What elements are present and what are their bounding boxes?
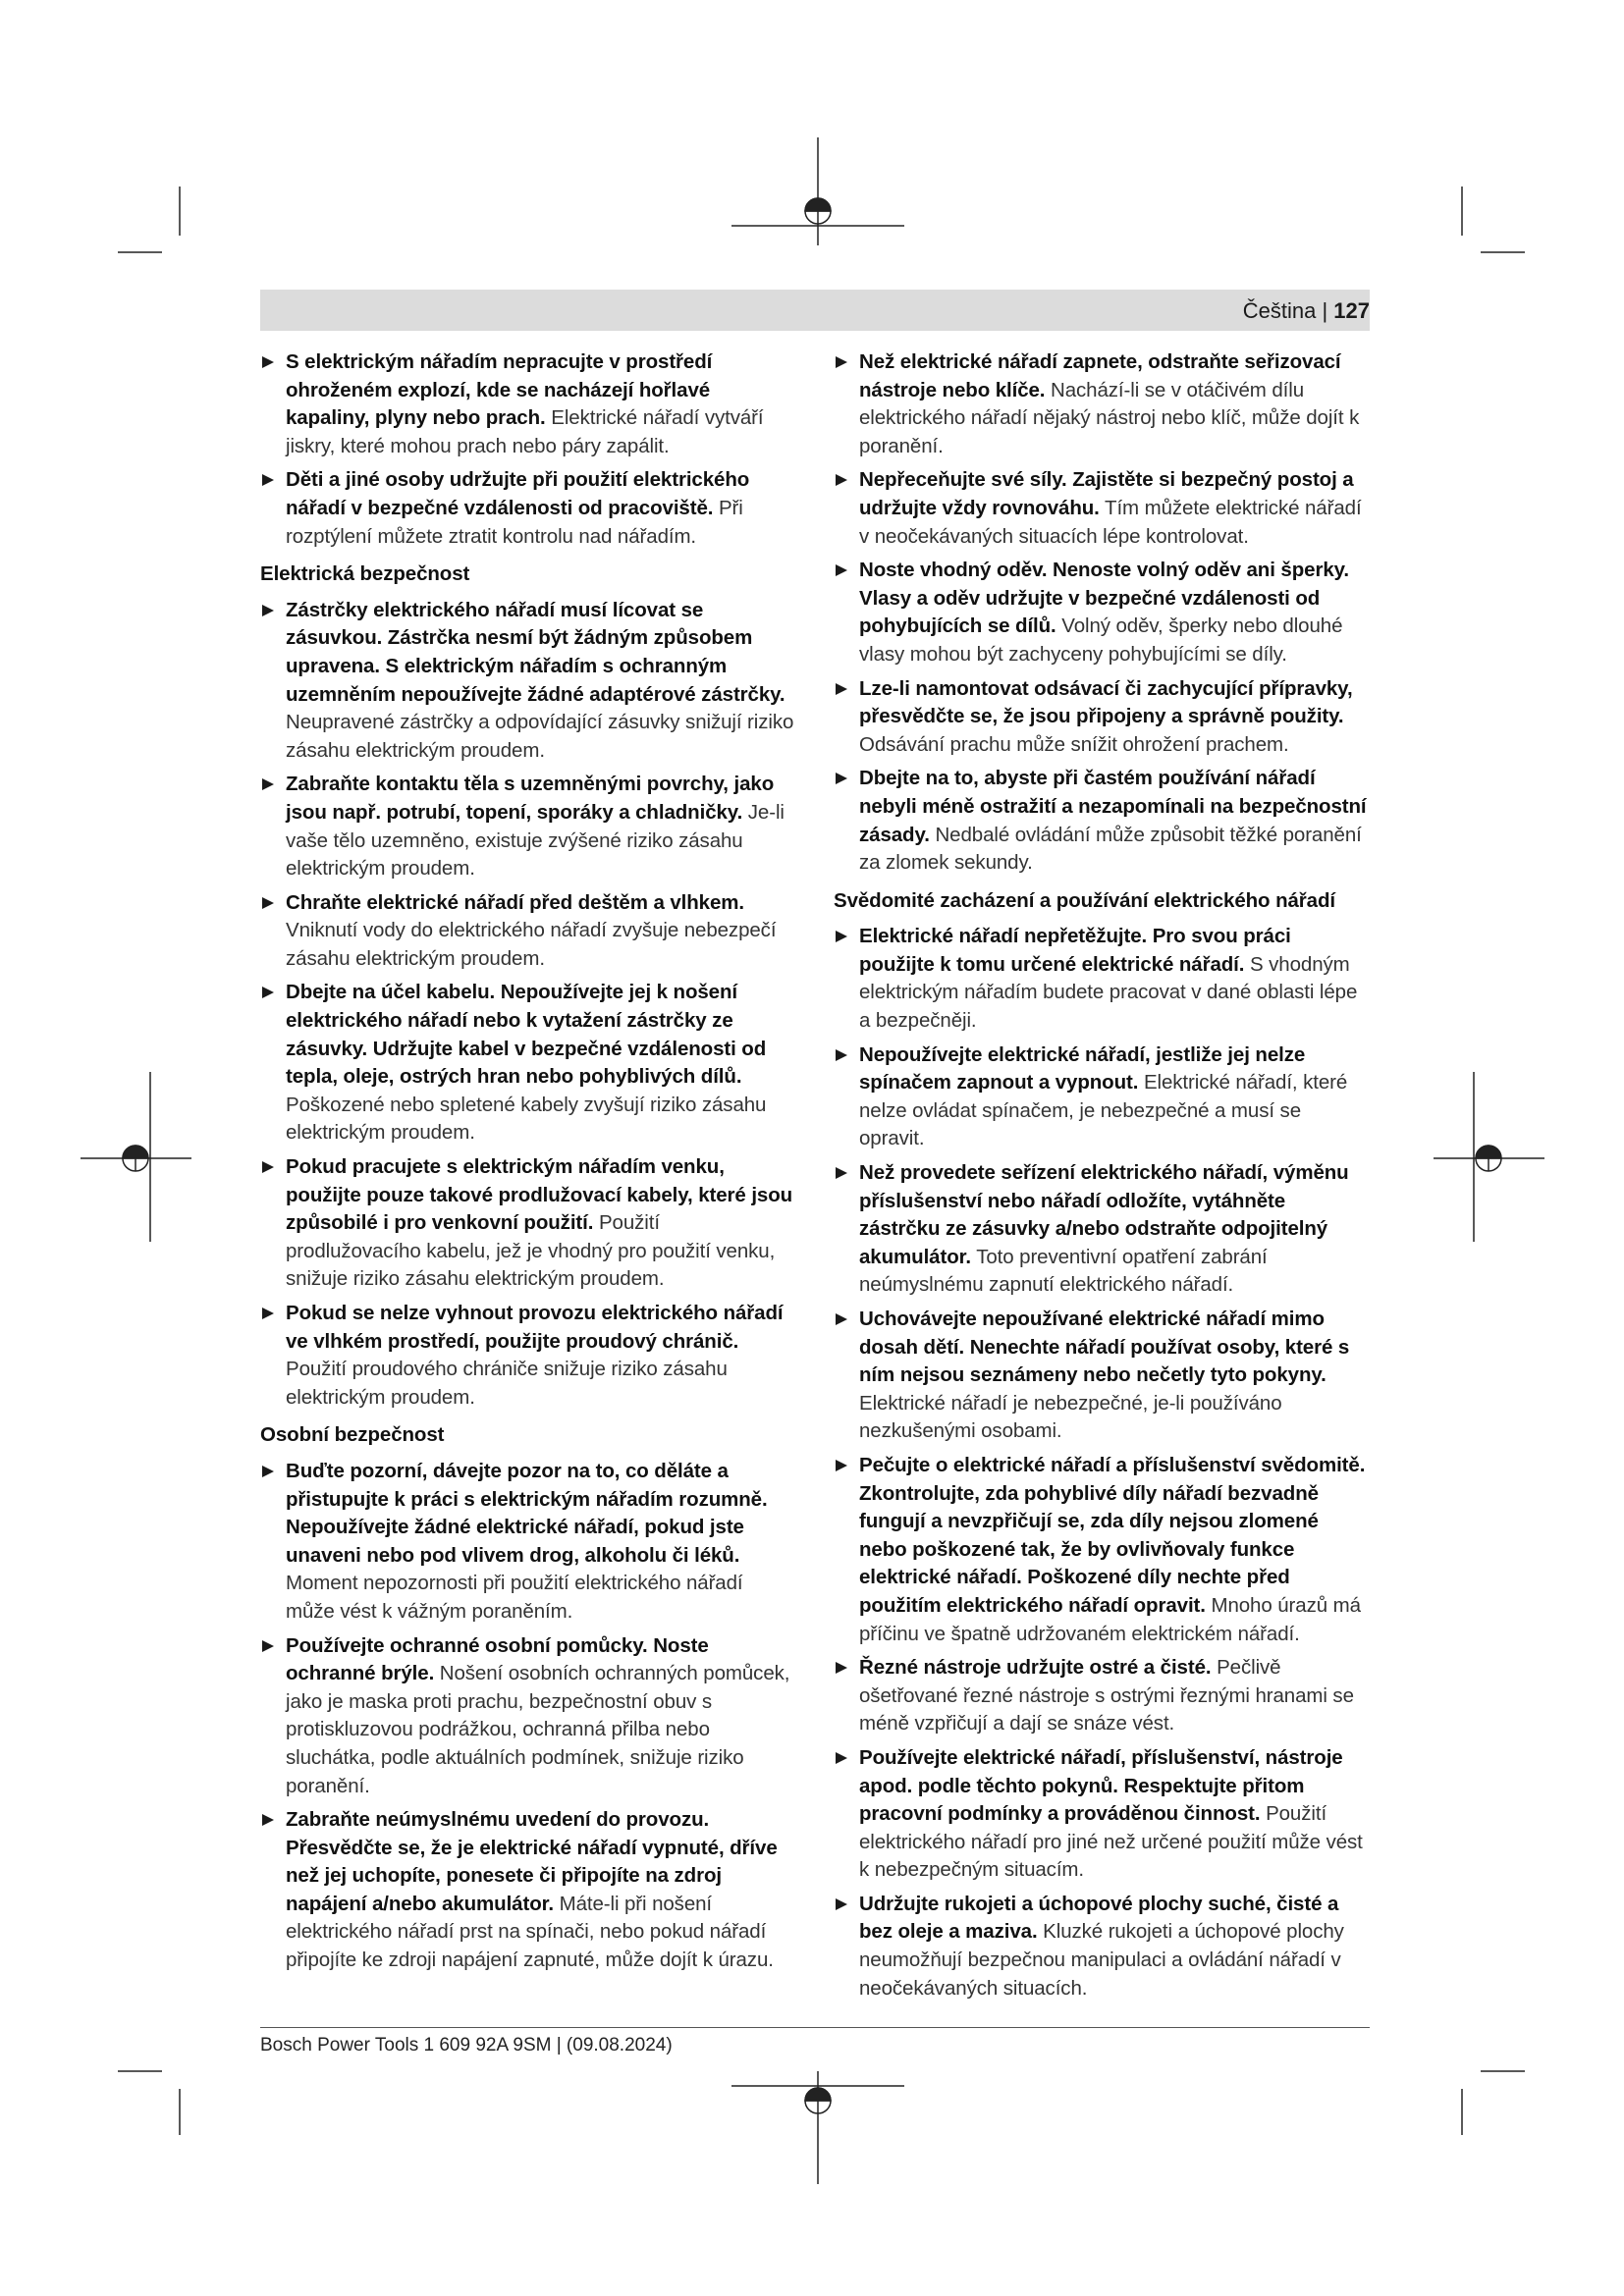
item-instruction: Dbejte na účel kabelu. Nepoužívejte jej k nošení elektrického nářadí nebo k vytažení zástrčky ze zásuvky. Udržujte kabel v bezpečné vzdálenosti od tepla, oleje, ostrých hran nebo pohyblivých dílů. bbox=[286, 981, 767, 1089]
left-list-c bbox=[260, 1458, 794, 1975]
item-instruction: Používejte ochranné osobní pomůcky. Noste ochranné brýle. bbox=[286, 1633, 709, 1685]
list-item bbox=[834, 923, 1368, 1035]
item-instruction: Buďte pozorní, dávejte pozor na to, co děláte a přistupujte k práci s elektrickým nářadím rozumně. Nepoužívejte žádné elektrické nářadí, pokud jste unaveni nebo pod vlivem drog, alkoholu či léků. bbox=[286, 1459, 768, 1567]
item-explanation: Neupravené zástrčky a odpovídající zásuvky snižují riziko zásahu elektrickým proudem. bbox=[286, 711, 794, 762]
section-heading-electrical-safety: Elektrická bezpečnost bbox=[260, 562, 470, 586]
bullet-arrow-icon bbox=[836, 564, 847, 576]
list-item bbox=[260, 1300, 794, 1412]
item-explanation: Vniknutí vody do elektrického nářadí zvyšuje nebezpečí zásahu elektrickým proudem. bbox=[286, 919, 777, 970]
item-explanation: Použití proudového chrániče snižuje riziko zásahu elektrickým proudem. bbox=[286, 1358, 728, 1409]
list-item bbox=[260, 1153, 794, 1294]
registration-mark-top bbox=[731, 137, 904, 245]
bullet-arrow-icon bbox=[262, 897, 274, 909]
list-item bbox=[834, 1891, 1368, 2002]
item-instruction: Nepřeceňujte své síly. Zajistěte si bezpečný postoj a udržujte vždy rovnováhu. bbox=[859, 468, 1354, 519]
item-explanation: Poškozené nebo spletené kabely zvyšují riziko zásahu elektrickým proudem. bbox=[286, 1093, 767, 1145]
item-explanation: Odsávání prachu může snížit ohrožení prachem. bbox=[859, 732, 1289, 756]
bullet-arrow-icon bbox=[262, 1466, 274, 1477]
bullet-arrow-icon bbox=[836, 1898, 847, 1910]
item-instruction: Řezné nástroje udržujte ostré a čisté. bbox=[859, 1656, 1212, 1680]
item-explanation: Toto preventivní opatření zabrání neúmyslnému zapnutí elektrického nářadí. bbox=[859, 1245, 1268, 1297]
item-instruction: Zabraňte kontaktu těla s uzemněnými povrchy, jako jsou např. potrubí, topení, sporáky a chladničky. bbox=[286, 773, 775, 824]
item-instruction: Chraňte elektrické nářadí před deštěm a vlhkem. bbox=[286, 890, 745, 914]
item-instruction: S elektrickým nářadím nepracujte v prostředí ohroženém explozí, kde se nacházejí hořlavé kapaliny, plyny nebo prach. bbox=[286, 350, 713, 430]
list-item bbox=[834, 466, 1368, 551]
item-instruction: Zástrčky elektrického nářadí musí lícovat se zásuvkou. Zástrčka nesmí být žádným způsobem upravena. S elektrickým nářadím s ochranným uzemněním nepoužívejte žádné adaptérové zástrčky. bbox=[286, 598, 785, 706]
item-explanation: Nedbalé ovládání může způsobit těžké poranění za zlomek sekundy. bbox=[859, 823, 1362, 875]
list-item bbox=[260, 348, 794, 460]
list-item bbox=[260, 597, 794, 766]
bullet-arrow-icon bbox=[262, 778, 274, 790]
bullet-arrow-icon bbox=[262, 1161, 274, 1173]
item-explanation: Kluzké rukojeti a úchopové plochy neumožňují bezpečnou manipulaci a ovládání nářadí v neočekávaných situacích. bbox=[859, 1920, 1344, 2000]
item-explanation: Máte-li při nošení elektrického nářadí prst na spínači, nebo pokud nářadí připojíte ke zdroji napájení zapnuté, může dojít k úrazu. bbox=[286, 1892, 774, 1972]
item-explanation: Pečlivě ošetřované řezné nástroje s ostrými řeznými hranami se méně vzpřičují a dají se snáze vést. bbox=[859, 1656, 1354, 1735]
item-instruction: Než provedete seřízení elektrického nářadí, výměnu příslušenství nebo nářadí odložíte, vytáhněte zástrčku ze zásuvky a/nebo odstraňte odpojitelný akumulátor. bbox=[859, 1161, 1349, 1268]
item-explanation: Nachází-li se v otáčivém dílu elektrického nářadí nějaký nástroj nebo klíč, může dojít k poranění. bbox=[859, 378, 1360, 457]
bullet-arrow-icon bbox=[262, 1814, 274, 1826]
bullet-arrow-icon bbox=[262, 474, 274, 486]
item-explanation: Elektrické nářadí, které nelze ovládat spínačem, je nebezpečné a musí se opravit. bbox=[859, 1071, 1348, 1150]
bullet-arrow-icon bbox=[836, 1313, 847, 1325]
bullet-arrow-icon bbox=[262, 1308, 274, 1319]
bullet-arrow-icon bbox=[836, 1049, 847, 1061]
item-instruction: Děti a jiné osoby udržujte při použití elektrického nářadí v bezpečné vzdálenosti od pracoviště. bbox=[286, 468, 750, 519]
list-item bbox=[260, 466, 794, 551]
item-explanation: S vhodným elektrickým nářadím budete pracovat v dané oblasti lépe a bezpečněji. bbox=[859, 952, 1358, 1033]
bullet-arrow-icon bbox=[836, 356, 847, 368]
list-item bbox=[260, 889, 794, 974]
item-explanation: Použití prodlužovacího kabelu, jež je vhodný pro použití venku, snižuje riziko zásahu elektrickým proudem. bbox=[286, 1211, 776, 1291]
bullet-arrow-icon bbox=[836, 683, 847, 695]
registration-mark-bottom bbox=[731, 2071, 904, 2184]
item-instruction: Nepoužívejte elektrické nářadí, jestliže jej nelze spínačem zapnout a vypnout. bbox=[859, 1042, 1306, 1095]
header-band bbox=[260, 290, 1370, 331]
list-item bbox=[260, 979, 794, 1148]
bullet-arrow-icon bbox=[836, 1752, 847, 1764]
item-instruction: Udržujte rukojeti a úchopové plochy suché, čisté a bez oleje a maziva. bbox=[859, 1892, 1339, 1944]
list-item bbox=[834, 1452, 1368, 1648]
left-list-b bbox=[260, 597, 794, 1413]
right-list-a bbox=[834, 348, 1368, 878]
section-heading-personal-safety: Osobní bezpečnost bbox=[260, 1423, 445, 1447]
item-instruction: Uchovávejte nepoužívané elektrické nářadí mimo dosah dětí. Nenechte nářadí používat osoby, které s ním nejsou seznámeny nebo nečetly tyto pokyny. bbox=[859, 1308, 1350, 1387]
list-item bbox=[260, 1458, 794, 1627]
list-item bbox=[834, 348, 1368, 460]
list-item bbox=[834, 1041, 1368, 1153]
item-explanation: Tím můžete elektrické nářadí v neočekávaných situacích lépe kontrolovat. bbox=[859, 496, 1362, 548]
item-explanation: Nošení osobních ochranných pomůcek, jako je maska proti prachu, bezpečnostní obuv s protiskluzovou podrážkou, ochranná přilba nebo sluchátka, podle aktuálních podmínek, snižuje riziko poranění. bbox=[286, 1662, 790, 1797]
bullet-arrow-icon bbox=[836, 1167, 847, 1179]
item-instruction: Lze-li namontovat odsávací či zachycující přípravky, přesvědčte se, že jsou připojeny a správně použity. bbox=[859, 676, 1353, 728]
bullet-arrow-icon bbox=[836, 1662, 847, 1674]
item-explanation: Mnoho úrazů má příčinu ve špatně udržovaném elektrickém nářadí. bbox=[859, 1593, 1361, 1645]
list-item bbox=[260, 771, 794, 882]
item-explanation: Elektrické nářadí vytváří jiskry, které mohou prach nebo páry zapálit. bbox=[286, 406, 764, 457]
bullet-arrow-icon bbox=[262, 1640, 274, 1652]
list-item bbox=[834, 1744, 1368, 1885]
item-instruction: Než elektrické nářadí zapnete, odstraňte seřizovací nástroje nebo klíče. bbox=[859, 350, 1341, 401]
page-header bbox=[1243, 298, 1370, 324]
bullet-arrow-icon bbox=[262, 356, 274, 368]
list-item bbox=[834, 1654, 1368, 1738]
left-column bbox=[260, 348, 794, 1981]
bullet-arrow-icon bbox=[262, 605, 274, 616]
header-separator: | bbox=[1322, 298, 1328, 323]
bullet-arrow-icon bbox=[836, 931, 847, 942]
item-explanation: Moment nepozornosti při použití elektrického nářadí může vést k vážným poraněním. bbox=[286, 1572, 743, 1623]
registration-mark-right bbox=[1434, 1072, 1544, 1242]
header-language: Čeština bbox=[1242, 298, 1317, 323]
item-instruction: Používejte elektrické nářadí, příslušenství, nástroje apod. podle těchto pokynů. Respektujte přitom pracovní podmínky a prováděnou činnost. bbox=[859, 1745, 1343, 1826]
item-explanation: Elektrické nářadí je nebezpečné, je-li používáno nezkušenými osobami. bbox=[859, 1391, 1282, 1443]
list-item bbox=[834, 675, 1368, 760]
list-item bbox=[834, 1306, 1368, 1446]
item-instruction: Pokud pracujete s elektrickým nářadím venku, použijte pouze takové prodlužovací kabely, které jsou způsobilé i pro venkovní použití. bbox=[286, 1155, 793, 1235]
item-explanation: Volný oděv, šperky nebo dlouhé vlasy mohou být zachyceny pohybujícími se díly. bbox=[859, 614, 1343, 666]
item-instruction: Zabraňte neúmyslnému uvedení do provozu. Přesvědčte se, že je elektrické nářadí vypnuté, dříve než jej uchopíte, ponesete či připojíte na zdroj napájení a/nebo akumulátor. bbox=[286, 1808, 778, 1915]
section-heading-tool-use: Svědomité zacházení a používání elektrického nářadí bbox=[834, 888, 1335, 912]
list-item bbox=[260, 1806, 794, 1975]
bullet-arrow-icon bbox=[836, 1460, 847, 1471]
list-item bbox=[834, 1159, 1368, 1300]
item-instruction: Pokud se nelze vyhnout provozu elektrického nářadí ve vlhkém prostředí, použijte proudový chránič. bbox=[286, 1302, 784, 1353]
right-list-b bbox=[834, 923, 1368, 2002]
item-instruction: Dbejte na to, abyste při častém používání nářadí nebyli méně ostražití a nezapomínali na bezpečnostní zásady. bbox=[859, 767, 1367, 846]
left-list-a bbox=[260, 348, 794, 551]
page-number: 127 bbox=[1333, 298, 1370, 323]
list-item bbox=[834, 557, 1368, 668]
item-explanation: Je-li vaše tělo uzemněno, existuje zvýšené riziko zásahu elektrickým proudem. bbox=[286, 800, 785, 881]
bullet-arrow-icon bbox=[836, 773, 847, 784]
item-instruction: Pečujte o elektrické nářadí a příslušenství svědomitě. Zkontrolujte, zda pohyblivé díly nářadí bezvadně fungují a nevzpřičují se, zda díly nejsou zlomené nebo poškozené tak, že by ovlivňovaly funkce elektrické nářadí. Poškozené díly nechte před použitím elektrického nářadí opravit. bbox=[859, 1453, 1366, 1617]
list-item bbox=[260, 1632, 794, 1801]
list-item bbox=[834, 765, 1368, 877]
bullet-arrow-icon bbox=[262, 987, 274, 998]
item-explanation: Při rozptýlení můžete ztratit kontrolu nad nářadím. bbox=[286, 496, 743, 548]
registration-mark-left bbox=[81, 1072, 191, 1242]
item-explanation: Použití elektrického nářadí pro jiné než určené použití může vést k nebezpečným situacím. bbox=[859, 1802, 1363, 1882]
right-column bbox=[834, 348, 1368, 2008]
item-instruction: Noste vhodný oděv. Nenoste volný oděv ani šperky. Vlasy a oděv udržujte v bezpečné vzdálenosti od pohybujících se dílů. bbox=[859, 559, 1350, 638]
footer-rule bbox=[260, 2027, 1370, 2028]
footer-text: Bosch Power Tools 1 609 92A 9SM | (09.08.2024) bbox=[260, 2035, 673, 2056]
bullet-arrow-icon bbox=[836, 474, 847, 486]
item-instruction: Elektrické nářadí nepřetěžujte. Pro svou práci použijte k tomu určené elektrické nářadí. bbox=[859, 925, 1291, 976]
